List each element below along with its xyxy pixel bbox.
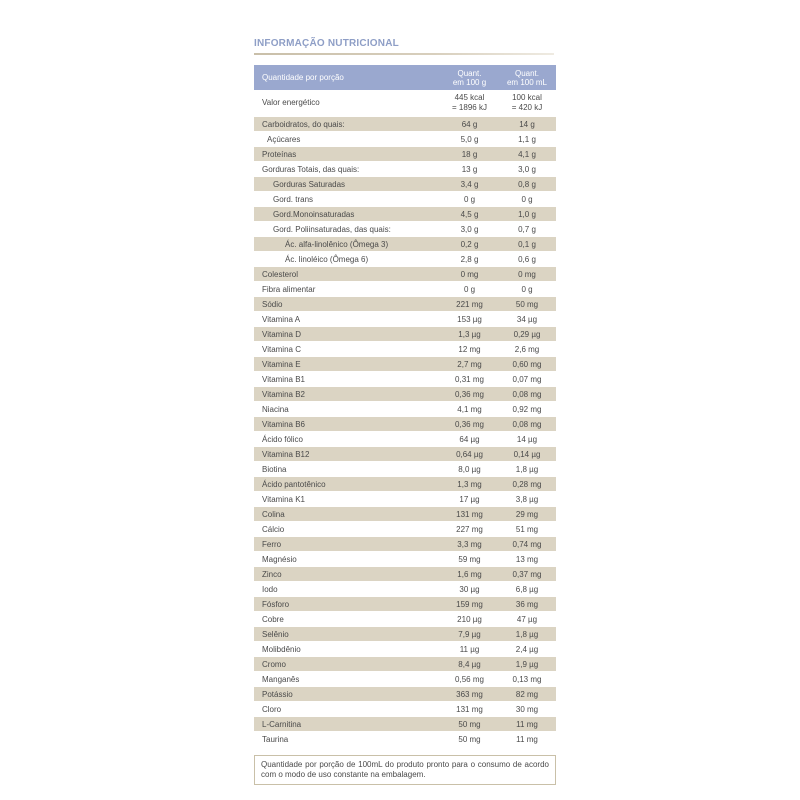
value-per-100g: 3,4 g <box>441 177 498 192</box>
value-per-100g: 64 g <box>441 117 498 132</box>
table-row <box>254 192 556 207</box>
value-per-100ml: 0,08 mg <box>498 387 556 402</box>
nutrient-label: Iodo <box>254 582 441 597</box>
table-row <box>254 387 556 402</box>
value-per-100g: 5,0 g <box>441 132 498 147</box>
value-per-100g: 11 µg <box>441 642 498 657</box>
nutrient-label: L-Carnitina <box>254 717 441 732</box>
nutrient-label: Molibdênio <box>254 642 441 657</box>
table-row <box>254 132 556 147</box>
table-row <box>254 567 556 582</box>
value-per-100g-line1: 445 kcal <box>454 93 485 102</box>
table-row <box>254 282 556 297</box>
value-per-100g: 4,5 g <box>441 207 498 222</box>
nutrient-label: Zinco <box>254 567 441 582</box>
table-row <box>254 432 556 447</box>
nutrient-label: Vitamina K1 <box>254 492 441 507</box>
value-per-100g: 50 mg <box>441 732 498 747</box>
header-per-100g-line1: Quant. <box>457 68 482 78</box>
value-per-100g: 0,64 µg <box>441 447 498 462</box>
nutrient-label: Açúcares <box>254 132 441 147</box>
value-per-100g: 131 mg <box>441 702 498 717</box>
table-row <box>254 252 556 267</box>
table-header <box>254 65 556 90</box>
value-per-100ml: 29 mg <box>498 507 556 522</box>
header-per-100ml <box>498 65 556 90</box>
value-per-100g: 2,7 mg <box>441 357 498 372</box>
value-per-100g: 0,31 mg <box>441 372 498 387</box>
nutrient-label: Magnésio <box>254 552 441 567</box>
table-row <box>254 222 556 237</box>
value-per-100g: 0 mg <box>441 267 498 282</box>
nutrient-label: Ác. linoléico (Ômega 6) <box>254 252 441 267</box>
nutrient-label: Carboidratos, do quais: <box>254 117 441 132</box>
nutrient-label: Fibra alimentar <box>254 282 441 297</box>
value-per-100g: 7,9 µg <box>441 627 498 642</box>
table-row <box>254 627 556 642</box>
value-per-100g: 0 g <box>441 192 498 207</box>
header-per-100g <box>441 65 498 90</box>
table-row <box>254 642 556 657</box>
value-per-100g <box>441 90 498 117</box>
value-per-100ml: 1,8 µg <box>498 462 556 477</box>
table-row <box>254 597 556 612</box>
nutrient-label: Vitamina C <box>254 342 441 357</box>
nutrient-label: Selênio <box>254 627 441 642</box>
nutrient-label: Vitamina B2 <box>254 387 441 402</box>
value-per-100g: 153 µg <box>441 312 498 327</box>
value-per-100ml: 13 mg <box>498 552 556 567</box>
table-row <box>254 447 556 462</box>
nutrient-label: Fósforo <box>254 597 441 612</box>
value-per-100ml: 0,8 g <box>498 177 556 192</box>
nutrition-title: INFORMAÇÃO NUTRICIONAL <box>254 38 399 49</box>
value-per-100g: 0 g <box>441 282 498 297</box>
value-per-100g: 1,3 µg <box>441 327 498 342</box>
value-per-100g: 2,8 g <box>441 252 498 267</box>
value-per-100ml: 50 mg <box>498 297 556 312</box>
nutrient-label: Gorduras Totais, das quais: <box>254 162 441 177</box>
value-per-100ml: 0,08 mg <box>498 417 556 432</box>
value-per-100g: 50 mg <box>441 717 498 732</box>
value-per-100ml: 47 µg <box>498 612 556 627</box>
value-per-100ml: 1,1 g <box>498 132 556 147</box>
value-per-100ml: 0,14 µg <box>498 447 556 462</box>
nutrient-label: Ácido pantotênico <box>254 477 441 492</box>
value-per-100ml: 1,0 g <box>498 207 556 222</box>
table-row <box>254 672 556 687</box>
nutrient-label: Biotina <box>254 462 441 477</box>
table-row <box>254 117 556 132</box>
table-row <box>254 327 556 342</box>
table-row <box>254 732 556 747</box>
nutrient-label: Ferro <box>254 537 441 552</box>
nutrient-label: Proteínas <box>254 147 441 162</box>
nutrient-label: Manganês <box>254 672 441 687</box>
value-per-100ml: 3,0 g <box>498 162 556 177</box>
table-row <box>254 522 556 537</box>
table-row <box>254 312 556 327</box>
value-per-100ml: 0 g <box>498 192 556 207</box>
table-row <box>254 162 556 177</box>
table-body <box>254 90 556 747</box>
value-per-100ml: 0 mg <box>498 267 556 282</box>
value-per-100g: 8,0 µg <box>441 462 498 477</box>
value-per-100g: 1,3 mg <box>441 477 498 492</box>
nutrient-label: Ácido fólico <box>254 432 441 447</box>
value-per-100ml: 0,6 g <box>498 252 556 267</box>
value-per-100g: 221 mg <box>441 297 498 312</box>
value-per-100ml: 2,6 mg <box>498 342 556 357</box>
value-per-100ml: 36 mg <box>498 597 556 612</box>
value-per-100ml-line1: 100 kcal <box>512 93 542 102</box>
nutrient-label: Valor energético <box>254 90 441 117</box>
value-per-100ml: 14 g <box>498 117 556 132</box>
table-row <box>254 507 556 522</box>
value-per-100ml: 11 mg <box>498 732 556 747</box>
value-per-100g: 3,3 mg <box>441 537 498 552</box>
nutrient-label: Vitamina B6 <box>254 417 441 432</box>
value-per-100g: 0,36 mg <box>441 417 498 432</box>
footnote: Quantidade por porção de 100mL do produto pronto para o consumo de acordo com o modo de uso constante na embalagem. <box>254 755 556 785</box>
table-row <box>254 537 556 552</box>
nutrient-label: Colina <box>254 507 441 522</box>
value-per-100ml: 30 mg <box>498 702 556 717</box>
nutrient-label: Vitamina E <box>254 357 441 372</box>
value-per-100ml: 1,8 µg <box>498 627 556 642</box>
nutrient-label: Ác. alfa-linolênico (Ômega 3) <box>254 237 441 252</box>
value-per-100ml: 0,74 mg <box>498 537 556 552</box>
nutrient-label: Niacina <box>254 402 441 417</box>
value-per-100g-line2: = 1896 kJ <box>452 103 487 112</box>
value-per-100ml: 11 mg <box>498 717 556 732</box>
value-per-100ml: 4,1 g <box>498 147 556 162</box>
nutrient-label: Vitamina B12 <box>254 447 441 462</box>
value-per-100ml: 51 mg <box>498 522 556 537</box>
header-per-100ml-line2: em 100 mL <box>506 77 548 87</box>
value-per-100ml: 0,60 mg <box>498 357 556 372</box>
value-per-100g: 227 mg <box>441 522 498 537</box>
table-row <box>254 402 556 417</box>
nutrition-table <box>254 65 556 747</box>
value-per-100ml: 1,9 µg <box>498 657 556 672</box>
value-per-100g: 13 g <box>441 162 498 177</box>
nutrient-label: Colesterol <box>254 267 441 282</box>
table-row <box>254 492 556 507</box>
nutrient-label: Vitamina D <box>254 327 441 342</box>
table-row <box>254 207 556 222</box>
value-per-100g: 30 µg <box>441 582 498 597</box>
value-per-100g: 210 µg <box>441 612 498 627</box>
value-per-100ml: 0,07 mg <box>498 372 556 387</box>
table-row <box>254 582 556 597</box>
value-per-100g: 1,6 mg <box>441 567 498 582</box>
table-row <box>254 657 556 672</box>
table-row <box>254 717 556 732</box>
nutrient-label: Taurina <box>254 732 441 747</box>
nutrient-label: Potássio <box>254 687 441 702</box>
nutrient-label: Vitamina A <box>254 312 441 327</box>
value-per-100g: 8,4 µg <box>441 657 498 672</box>
value-per-100g: 17 µg <box>441 492 498 507</box>
value-per-100ml: 0,37 mg <box>498 567 556 582</box>
value-per-100ml: 0,13 mg <box>498 672 556 687</box>
value-per-100ml: 6,8 µg <box>498 582 556 597</box>
value-per-100ml: 2,4 µg <box>498 642 556 657</box>
value-per-100g: 0,56 mg <box>441 672 498 687</box>
value-per-100g: 4,1 mg <box>441 402 498 417</box>
table-row <box>254 687 556 702</box>
nutrient-label: Gord. Poliinsaturadas, das quais: <box>254 222 441 237</box>
table-row <box>254 90 556 117</box>
table-row <box>254 177 556 192</box>
value-per-100g: 0,36 mg <box>441 387 498 402</box>
nutrient-label: Cálcio <box>254 522 441 537</box>
value-per-100ml: 14 µg <box>498 432 556 447</box>
table-row <box>254 342 556 357</box>
table-row <box>254 462 556 477</box>
value-per-100ml: 0,29 µg <box>498 327 556 342</box>
table-row <box>254 147 556 162</box>
value-per-100g: 59 mg <box>441 552 498 567</box>
nutrient-label: Cloro <box>254 702 441 717</box>
nutrition-panel <box>254 38 556 785</box>
header-per-100g-line2: em 100 g <box>452 77 487 87</box>
value-per-100ml: 0,7 g <box>498 222 556 237</box>
nutrient-label: Gorduras Saturadas <box>254 177 441 192</box>
value-per-100g: 3,0 g <box>441 222 498 237</box>
value-per-100ml: 0,92 mg <box>498 402 556 417</box>
value-per-100ml: 3,8 µg <box>498 492 556 507</box>
table-row <box>254 237 556 252</box>
table-row <box>254 552 556 567</box>
value-per-100g: 131 mg <box>441 507 498 522</box>
table-row <box>254 372 556 387</box>
nutrient-label: Vitamina B1 <box>254 372 441 387</box>
nutrient-label: Cobre <box>254 612 441 627</box>
table-row <box>254 267 556 282</box>
nutrient-label: Gord.Monoinsaturadas <box>254 207 441 222</box>
table-row <box>254 477 556 492</box>
value-per-100g: 159 mg <box>441 597 498 612</box>
nutrient-label: Cromo <box>254 657 441 672</box>
title-divider <box>254 53 554 55</box>
table-row <box>254 612 556 627</box>
value-per-100ml: 0,28 mg <box>498 477 556 492</box>
value-per-100ml <box>498 90 556 117</box>
header-per-100ml-line1: Quant. <box>514 68 539 78</box>
header-portion-label: Quantidade por porção <box>262 73 344 82</box>
value-per-100ml-line2: = 420 kJ <box>511 103 543 112</box>
nutrient-label: Gord. trans <box>254 192 441 207</box>
nutrient-label: Sódio <box>254 297 441 312</box>
table-row <box>254 297 556 312</box>
value-per-100ml: 0,1 g <box>498 237 556 252</box>
value-per-100ml: 0 g <box>498 282 556 297</box>
value-per-100g: 12 mg <box>441 342 498 357</box>
value-per-100g: 64 µg <box>441 432 498 447</box>
value-per-100g: 0,2 g <box>441 237 498 252</box>
table-row <box>254 417 556 432</box>
table-row <box>254 357 556 372</box>
value-per-100g: 363 mg <box>441 687 498 702</box>
table-row <box>254 702 556 717</box>
value-per-100ml: 82 mg <box>498 687 556 702</box>
value-per-100ml: 34 µg <box>498 312 556 327</box>
value-per-100g: 18 g <box>441 147 498 162</box>
